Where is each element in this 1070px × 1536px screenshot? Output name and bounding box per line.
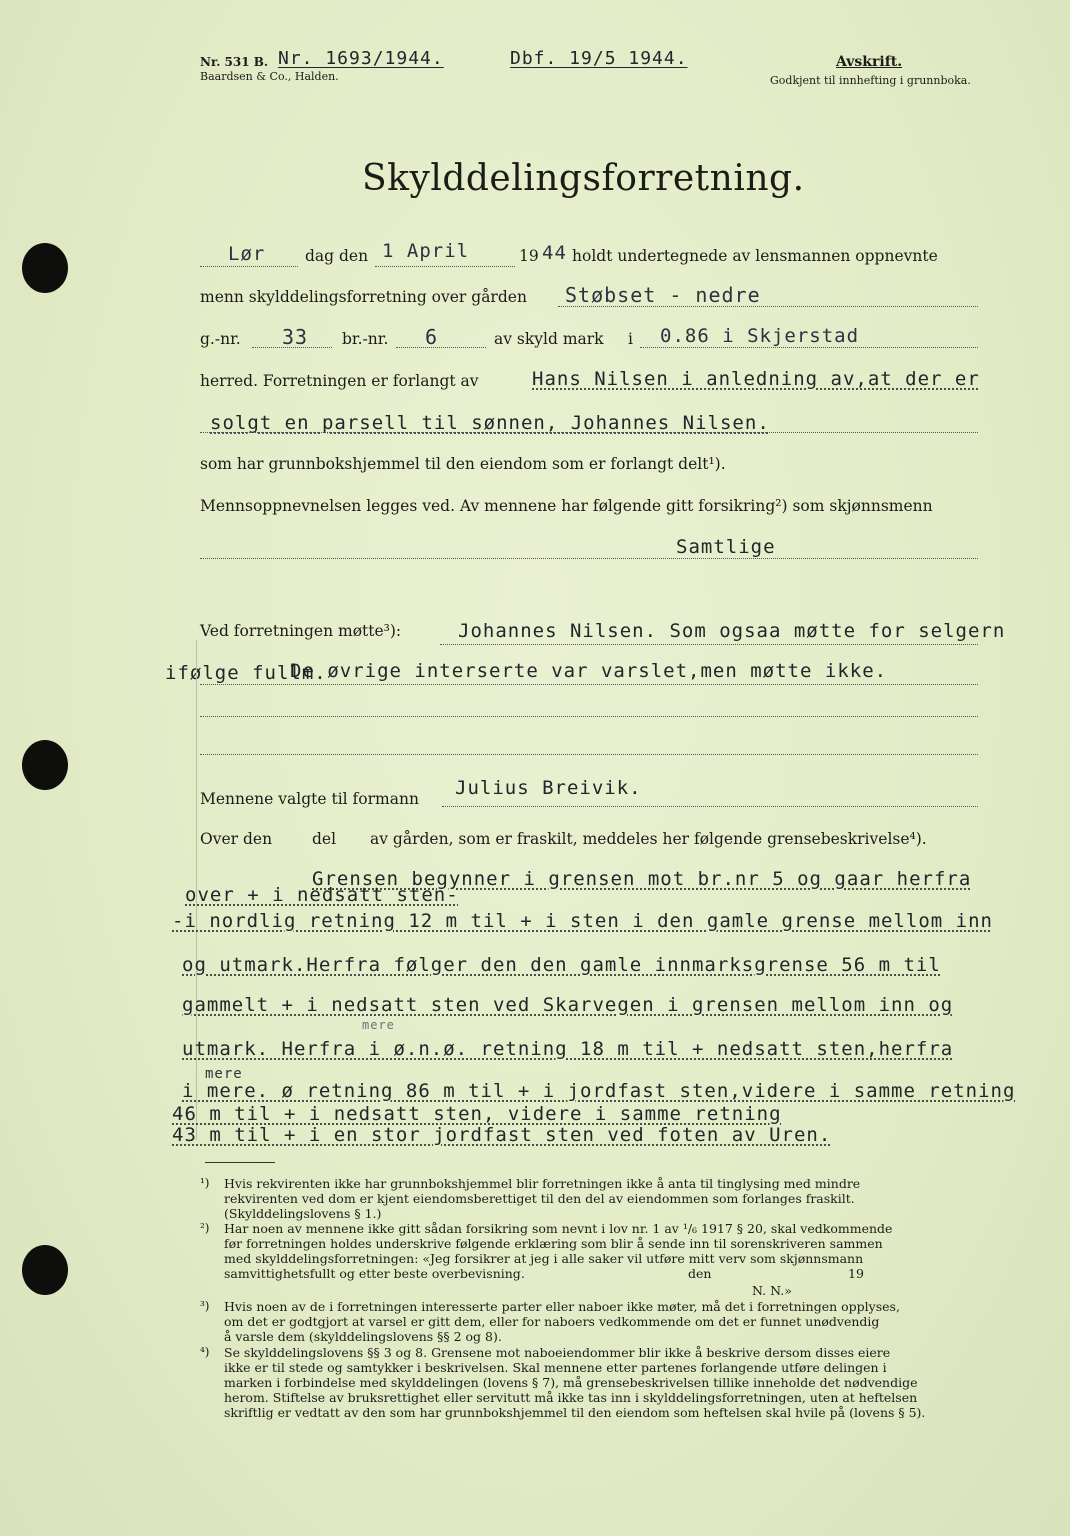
footnote-rule <box>205 1162 275 1163</box>
dotted-line <box>200 266 298 267</box>
dotted-line <box>200 432 978 433</box>
footnote-4-line: Se skylddelingslovens §§ 3 og 8. Grensene mot naboeiendommer blir ikke å beskrive dersom disses eiere <box>224 1345 891 1360</box>
form-number: Nr. 531 B. <box>200 55 269 69</box>
samtlige-text: Samtlige <box>676 536 776 558</box>
line12-b: del <box>312 830 337 848</box>
dotted-line <box>640 347 978 348</box>
dotted-line <box>442 806 978 807</box>
footnote-4-line: skriftlig er vedtatt av den som har grunnbokshjemmel til den eiendom som heftelsen skal hvile på (lovens § 5). <box>224 1405 926 1420</box>
line12-c: av gården, som er fraskilt, meddeles her følgende grensebeskrivelse⁴). <box>370 830 927 848</box>
chairman-name: Julius Breivik. <box>455 777 642 799</box>
gnr-label: g.-nr. <box>200 330 241 348</box>
dotted-line <box>200 716 978 717</box>
farm-name: Støbset - nedre <box>565 283 761 307</box>
footnote-number: ¹) <box>200 1176 210 1190</box>
line1-text: holdt undertegnede av lensmannen oppnevnte <box>572 247 938 265</box>
line4-text: herred. Forretningen er forlangt av <box>200 372 479 390</box>
skyld-label: av skyld mark <box>494 330 604 348</box>
boundary-line: utmark. Herfra i ø.n.ø. retning 18 m til + nedsatt sten,herfra <box>182 1038 954 1060</box>
proxy-text: ifølge fullm. <box>165 662 327 684</box>
dotted-line <box>375 266 515 267</box>
footnote-2-line: samvittighetsfullt og etter beste overbevisning. <box>224 1266 525 1281</box>
approval-note: Godkjent til innhefting i grunnboka. <box>770 74 971 87</box>
footnote-2-den: den <box>688 1266 712 1281</box>
bnr-value: 6 <box>425 325 439 349</box>
boundary-line: 43 m til + i en stor jordfast sten ved foten av Uren. <box>172 1124 832 1146</box>
footnote-2-line: Har noen av mennene ikke gitt sådan forsikring som nevnt i lov nr. 1 av ¹/₆ 1917 § 20, skal vedkommende <box>224 1221 893 1236</box>
punch-hole-bottom <box>22 1245 68 1295</box>
gnr-value: 33 <box>282 325 309 349</box>
footnote-3-line: om det er godtgjort at varsel er gitt dem, eller for naboers vedkommende om det er funnet unødvendig <box>224 1314 880 1329</box>
punch-hole-middle <box>22 740 68 790</box>
dotted-line <box>252 347 332 348</box>
boundary-line: 46 m til + i nedsatt sten, videre i samme retning <box>172 1103 782 1125</box>
i-label: i <box>628 330 633 348</box>
page-title: Skylddelingsforretning. <box>362 158 805 199</box>
footnote-4-line: herom. Stiftelse av bruksrettighet eller servitutt må ikke tas inn i skylddelingsforretningen, uten at heftelsen <box>224 1390 918 1405</box>
skyld-value: 0.86 i Skjerstad <box>660 325 860 347</box>
line12-a: Over den <box>200 830 273 848</box>
line2-text: menn skylddelingsforretning over gården <box>200 288 527 306</box>
dbf-date: Dbf. 19/5 1944. <box>510 48 688 69</box>
footnote-number: ⁴) <box>200 1345 210 1359</box>
footnote-1-line: (Skylddelingslovens § 1.) <box>224 1206 382 1221</box>
punch-hole-top <box>22 243 68 293</box>
footnote-4-line: ikke er til stede og samtykker i beskrivelsen. Skal mennene etter partenes forlangende utføre delingen i <box>224 1360 887 1375</box>
dotted-line <box>200 754 978 755</box>
boundary-line: og utmark.Herfra følger den den gamle innmarksgrense 56 m til <box>182 954 941 976</box>
day-label: dag den <box>305 247 369 265</box>
bnr-label: br.-nr. <box>342 330 389 348</box>
footnote-2-nn: N. N.» <box>752 1283 792 1298</box>
attendance-label: Ved forretningen møtte³): <box>200 622 402 640</box>
year-value: 44 <box>542 242 567 264</box>
copy-label: Avskrift. <box>836 54 903 70</box>
date-value: 1 April <box>382 240 470 262</box>
boundary-insert: mere <box>362 1018 395 1032</box>
printer-name: Baardsen & Co., Halden. <box>200 70 339 83</box>
boundary-line: i mere. ø retning 86 m til + i jordfast sten,videre i samme retning <box>182 1080 1016 1102</box>
boundary-line: -i nordlig retning 12 m til + i sten i den gamle grense mellom inn <box>172 910 993 932</box>
line6-text: som har grunnbokshjemmel til den eiendom som er forlangt delt¹). <box>200 455 726 473</box>
footnote-number: ²) <box>200 1221 210 1235</box>
footnote-2-year: 19 <box>848 1266 864 1281</box>
line7-text: Mennsoppnevnelsen legges ved. Av mennene har følgende gitt forsikring²) som skjønnsmenn <box>200 497 933 515</box>
weekday-value: Lør <box>228 243 266 265</box>
dotted-line <box>558 306 978 307</box>
footnote-1-line: Hvis rekvirenten ikke har grunnbokshjemmel blir forretningen ikke å anta til tinglysing med mindre <box>224 1176 861 1191</box>
requester-text: Hans Nilsen i anledning av,at der er <box>532 368 980 390</box>
footnote-1-line: rekvirenten ved dom er kjent eiendomsberettiget til den del av eiendommen som forlanges fraskilt. <box>224 1191 855 1206</box>
sale-text: solgt en parsell til sønnen, Johannes Nilsen. <box>210 412 770 434</box>
boundary-insert: mere <box>205 1066 243 1082</box>
attendance-text: Johannes Nilsen. Som ogsaa møtte for selgern <box>458 620 1006 642</box>
boundary-line: Grensen begynner i grensen mot br.nr 5 og gaar herfra <box>312 868 972 890</box>
notice-text: De øvrige interserte var varslet,men møtte ikke. <box>290 660 888 682</box>
footnote-3-line: å varsle dem (skylddelingslovens §§ 2 og 8). <box>224 1329 502 1344</box>
footnote-2-line: med skylddelingsforretningen: «Jeg forsikrer at jeg i alle saker vil utføre mitt verv som skjønnsmann <box>224 1251 864 1266</box>
footnote-4-line: marken i forbindelse med skylddelingen (lovens § 7), må grensebeskrivelsen tillike inneholde det nødvendige <box>224 1375 918 1390</box>
dotted-line <box>440 644 978 645</box>
dotted-line <box>200 558 978 559</box>
footnote-3-line: Hvis noen av de i forretningen interesserte parter eller naboer ikke møter, må det i forretningen opplyses, <box>224 1299 900 1314</box>
boundary-line: gammelt + i nedsatt sten ved Skarvegen i grensen mellom inn og <box>182 994 954 1016</box>
footnote-number: ³) <box>200 1299 210 1313</box>
chairman-label: Mennene valgte til formann <box>200 790 419 808</box>
case-number: Nr. 1693/1944. <box>278 48 444 69</box>
footnote-2-line: før forretningen holdes underskrive følgende erklæring som blir å sende inn til sorenskriveren sammen <box>224 1236 883 1251</box>
dotted-line <box>200 684 978 685</box>
dotted-line <box>396 347 486 348</box>
boundary-line: over + i nedsatt sten- <box>185 884 459 906</box>
year-prefix: 19 <box>519 247 539 265</box>
